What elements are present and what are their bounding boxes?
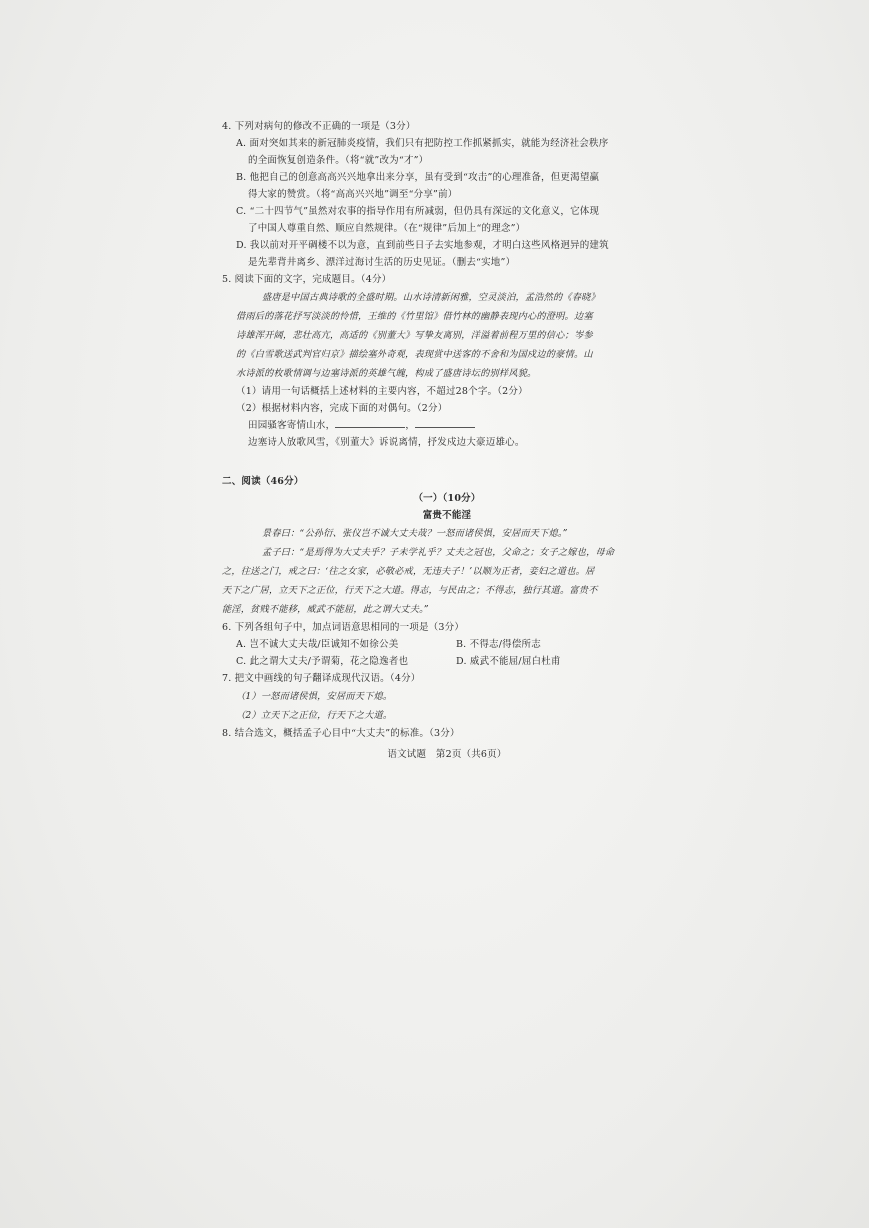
passage-line: 景春曰：“公孙衍、张仪岂不诚大丈夫哉？一怒而诸侯惧，安居而天下熄。”: [262, 528, 568, 539]
q5-couplet-prefix: 田园骚客寄情山水，: [248, 420, 336, 431]
q5-passage-line: 盛唐是中国古典诗歌的全盛时期。山水诗清新闲雅，空灵淡泊，孟浩然的《春晓》: [262, 292, 600, 303]
question-7-stem: 7. 把文中画线的句子翻译成现代汉语。（4分）: [222, 673, 421, 684]
q7-sentence-1: （1）一怒而诸侯惧，安居而天下熄。: [236, 691, 393, 702]
q6-option-a: A. 岂不诚大丈夫哉/臣诚知不如徐公美: [236, 639, 399, 650]
q5-passage-line: 诗雄浑开阔，悲壮高亢，高适的《别董大》写挚友离别，洋溢着前程万里的信心；岑参: [236, 330, 593, 341]
q5-passage-line: 水诗派的枚歌情调与边塞诗派的英雄气魄，构成了盛唐诗坛的别样风貌。: [236, 368, 537, 379]
q4-option-b-cont: 得大家的赞赏。（将“高高兴兴地”调至“分享”前）: [248, 189, 458, 200]
page-footer: 语文试题 第2页（共6页）: [387, 749, 507, 760]
question-6-stem: 6. 下列各组句子中，加点词语意思相同的一项是（3分）: [222, 622, 465, 633]
passage-line: 之，往送之门，戒之曰：‘往之女家，必敬必戒，无违夫子！’以顺为正者，妾妇之道也。居: [222, 566, 595, 577]
question-5: [222, 271, 672, 451]
answer-blank[interactable]: [335, 417, 405, 428]
exam-content: [222, 118, 672, 763]
q6-option-b: B. 不得志/得偿所志: [456, 639, 541, 650]
question-7: [222, 670, 672, 725]
q5-couplet-line-2: 边塞诗人放歌风雪，《别董大》诉说离情，抒发戍边大豪迈雄心。: [248, 437, 525, 448]
passage-line: 能淫，贫贱不能移，威武不能屈，此之谓大丈夫。”: [222, 604, 429, 615]
q4-option-a-cont: 的全面恢复创造条件。（将“就”改为“才”）: [248, 155, 429, 166]
question-4-stem: 4. 下列对病句的修改不正确的一项是（3分）: [222, 121, 416, 132]
question-8-stem: 8. 结合选文，概括孟子心目中“大丈夫”的标准。（3分）: [222, 728, 460, 739]
q5-couplet-line-1: 田园骚客寄情山水， ，: [222, 417, 672, 434]
question-8: [222, 725, 672, 742]
answer-blank[interactable]: [415, 417, 475, 428]
q4-option-d: D. 我以前对开平碉楼不以为意，直到前些日子去实地参观，才明白这些风格迥异的建筑: [236, 240, 609, 251]
question-5-stem: 5. 阅读下面的文字，完成题目。（4分）: [222, 274, 392, 285]
q5-subquestion-1: （1）请用一句话概括上述材料的主要内容，不超过28个字。（2分）: [236, 386, 528, 397]
q5-subquestion-2: （2）根据材料内容，完成下面的对偶句。（2分）: [236, 403, 448, 414]
section-2-title: 二、阅读（46分）: [222, 476, 304, 487]
q4-option-c: C. “二十四节气”虽然对农事的指导作用有所减弱，但仍具有深远的文化意义，它体现: [236, 206, 600, 217]
question-4: [222, 118, 672, 271]
q4-option-d-cont: 是先辈背井离乡、漂洋过海讨生活的历史见证。（删去“实地”）: [248, 257, 516, 268]
q6-option-d: D. 威武不能屈/屈白杜甫: [456, 656, 561, 667]
q5-passage-line: 的《白雪歌送武判官归京》描绘塞外奇观，表现赏中送客的不舍和为国戍边的豪情。山: [236, 349, 593, 360]
question-6: [222, 619, 672, 670]
q6-options-row-1: [222, 636, 672, 653]
q4-option-c-cont: 了中国人尊重自然、顺应自然规律。（在“规律”后加上“的理念”）: [248, 223, 526, 234]
q4-option-b: B. 他把自己的创意高高兴兴地拿出来分享，虽有受到“攻击”的心理准备，但更渴望赢: [236, 172, 600, 183]
passage-line: 天下之广居，立天下之正位，行天下之大道。得志，与民由之；不得志，独行其道。富贵不: [222, 585, 598, 596]
q4-option-a: A. 面对突如其来的新冠肺炎疫情，我们只有把防控工作抓紧抓实，就能为经济社会秩序: [236, 138, 609, 149]
q6-options-row-2: [222, 653, 672, 670]
q5-passage-line: 借雨后的落花抒写淡淡的怜惜，王维的《竹里馆》借竹林的幽静表现内心的澄明。边塞: [236, 311, 593, 322]
q7-sentence-2: （2）立天下之正位，行天下之大道。: [236, 710, 393, 721]
part-1-title: （一）（10分）: [413, 493, 481, 504]
passage-line: 孟子曰：“是焉得为大丈夫乎？子未学礼乎？丈夫之冠也，父命之；女子之嫁也，母命: [262, 547, 615, 558]
q6-option-c: C. 此之谓大丈夫/予谓菊，花之隐逸者也: [236, 656, 409, 667]
passage-title: 富贵不能淫: [422, 510, 472, 521]
